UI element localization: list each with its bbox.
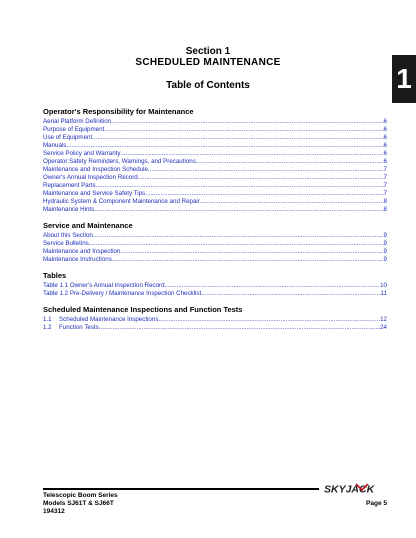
toc-entry-page: 9 — [383, 240, 387, 247]
toc-entry-title: Manuals — [43, 142, 67, 149]
toc-entry-page: 10 — [380, 282, 387, 289]
toc-leader-dots — [94, 206, 383, 214]
toc-entry[interactable] — [43, 166, 387, 174]
toc-entry[interactable] — [43, 290, 387, 298]
toc-entry-title: Hydraulic System & Component Maintenance and Repair — [43, 198, 200, 205]
toc-title: Table of Contents — [166, 80, 250, 91]
toc-entry-page: 7 — [383, 174, 387, 181]
toc-leader-dots — [200, 198, 384, 206]
toc-group — [43, 271, 387, 298]
toc-entry-page: 6 — [383, 134, 387, 141]
toc-leader-dots — [93, 232, 384, 240]
toc-entry-title: Maintenance and Inspection Schedule — [43, 166, 148, 173]
toc-leader-dots — [201, 290, 380, 298]
toc-group-heading: Operator's Responsibility for Maintenance — [43, 107, 194, 116]
toc-leader-dots — [196, 158, 384, 166]
toc-entry-page: 7 — [383, 166, 387, 173]
toc-entry-title: Scheduled Maintenance Inspections — [59, 316, 159, 323]
toc-entry-title: Function Tests — [59, 324, 99, 331]
toc-entry-page: 9 — [383, 256, 387, 263]
toc-entry[interactable] — [43, 182, 387, 190]
footer-models: Models SJ61T & SJ66T — [43, 500, 114, 507]
toc-entry-title: Operator Safety Reminders, Warnings, and Precautions — [43, 158, 196, 165]
section-label: Section 1 — [185, 46, 231, 57]
section-header — [0, 46, 416, 91]
toc-entry-title: Owner's Annual Inspection Record — [43, 174, 138, 181]
toc-entry-page: 6 — [383, 142, 387, 149]
section-tab: 1 — [392, 55, 416, 103]
toc-entry[interactable] — [43, 190, 387, 198]
toc-entry-title: Table 1.2 Pre-Delivery / Maintenance Inspection Checklist — [43, 290, 202, 297]
toc-entry[interactable] — [43, 126, 387, 134]
toc-entry-title: Service Policy and Warranty — [43, 150, 121, 157]
toc-entry[interactable] — [43, 240, 387, 248]
section-title: SCHEDULED MAINTENANCE — [135, 57, 281, 68]
toc-leader-dots — [145, 190, 383, 198]
skyjack-logo — [322, 480, 380, 496]
toc-entry[interactable] — [43, 142, 387, 150]
toc-leader-dots — [89, 240, 384, 248]
toc-leader-dots — [138, 174, 384, 182]
toc-entry[interactable] — [43, 248, 387, 256]
toc-group-heading: Scheduled Maintenance Inspections and Function Tests — [43, 305, 243, 314]
toc-entry[interactable] — [43, 150, 387, 158]
toc-group — [43, 305, 387, 332]
toc-entry[interactable] — [43, 324, 387, 332]
footer-info — [43, 492, 118, 516]
toc-entry-page: 12 — [380, 316, 387, 323]
toc-leader-dots — [158, 316, 380, 324]
toc-entry[interactable] — [43, 158, 387, 166]
toc-entry[interactable] — [43, 316, 387, 324]
toc-entry[interactable] — [43, 206, 387, 214]
toc-entry-page: 9 — [383, 232, 387, 239]
toc-entry[interactable] — [43, 256, 387, 264]
toc-group-heading: Service and Maintenance — [43, 221, 133, 230]
toc-leader-dots — [66, 142, 383, 150]
footer-doc-number: 194312 — [43, 508, 65, 515]
toc-entry-page: 6 — [383, 150, 387, 157]
toc-leader-dots — [112, 256, 384, 264]
toc-entry-page: 8 — [383, 206, 387, 213]
toc-entry-title: Maintenance Hints — [43, 206, 95, 213]
footer-divider — [43, 488, 319, 490]
toc-entry-page: 9 — [383, 248, 387, 255]
toc-entry-page: 7 — [383, 190, 387, 197]
toc-leader-dots — [111, 118, 383, 126]
toc-entry[interactable] — [43, 198, 387, 206]
toc-entry[interactable] — [43, 134, 387, 142]
footer-series: Telescopic Boom Series — [43, 492, 118, 499]
toc-leader-dots — [121, 150, 384, 158]
table-of-contents — [43, 107, 387, 339]
toc-leader-dots — [96, 182, 384, 190]
toc-entry[interactable] — [43, 282, 387, 290]
toc-entry-page: 11 — [380, 290, 387, 297]
toc-entry-title: Use of Equipment — [43, 134, 93, 141]
toc-entry-title: About this Section — [43, 232, 93, 239]
toc-entry-title: Table 1.1 Owner's Annual Inspection Record — [43, 282, 165, 289]
toc-leader-dots — [104, 126, 383, 134]
toc-group — [43, 107, 387, 214]
toc-entry[interactable] — [43, 174, 387, 182]
svg-text:SKYJACK: SKYJACK — [324, 483, 375, 496]
toc-entry-page: 6 — [383, 118, 387, 125]
page-number: Page 5 — [366, 500, 387, 507]
toc-entry-page: 7 — [383, 182, 387, 189]
toc-entry-page: 6 — [383, 158, 387, 165]
toc-entry[interactable] — [43, 118, 387, 126]
toc-leader-dots — [148, 166, 384, 174]
toc-entry-page: 8 — [383, 198, 387, 205]
toc-entry[interactable] — [43, 232, 387, 240]
toc-entry-title: Purpose of Equipment — [43, 126, 105, 133]
toc-entry-page: 6 — [383, 126, 387, 133]
toc-group-heading: Tables — [43, 271, 67, 280]
toc-entry-title: Maintenance and Service Safety Tips — [43, 190, 146, 197]
toc-leader-dots — [120, 248, 383, 256]
toc-leader-dots — [165, 282, 381, 290]
toc-entry-title: Maintenance and Inspection — [43, 248, 121, 255]
toc-entry-number: 1.1 — [43, 316, 52, 323]
toc-leader-dots — [99, 324, 380, 332]
toc-entry-title: Service Bulletins — [43, 240, 89, 247]
toc-entry-title: Replacement Parts — [43, 182, 96, 189]
toc-group — [43, 221, 387, 264]
toc-leader-dots — [92, 134, 383, 142]
toc-entry-page: 24 — [380, 324, 387, 331]
toc-entry-title: Maintenance Instructions — [43, 256, 112, 263]
toc-entry-title: Aerial Platform Definition — [43, 118, 112, 125]
toc-entry-number: 1.2 — [43, 324, 52, 331]
